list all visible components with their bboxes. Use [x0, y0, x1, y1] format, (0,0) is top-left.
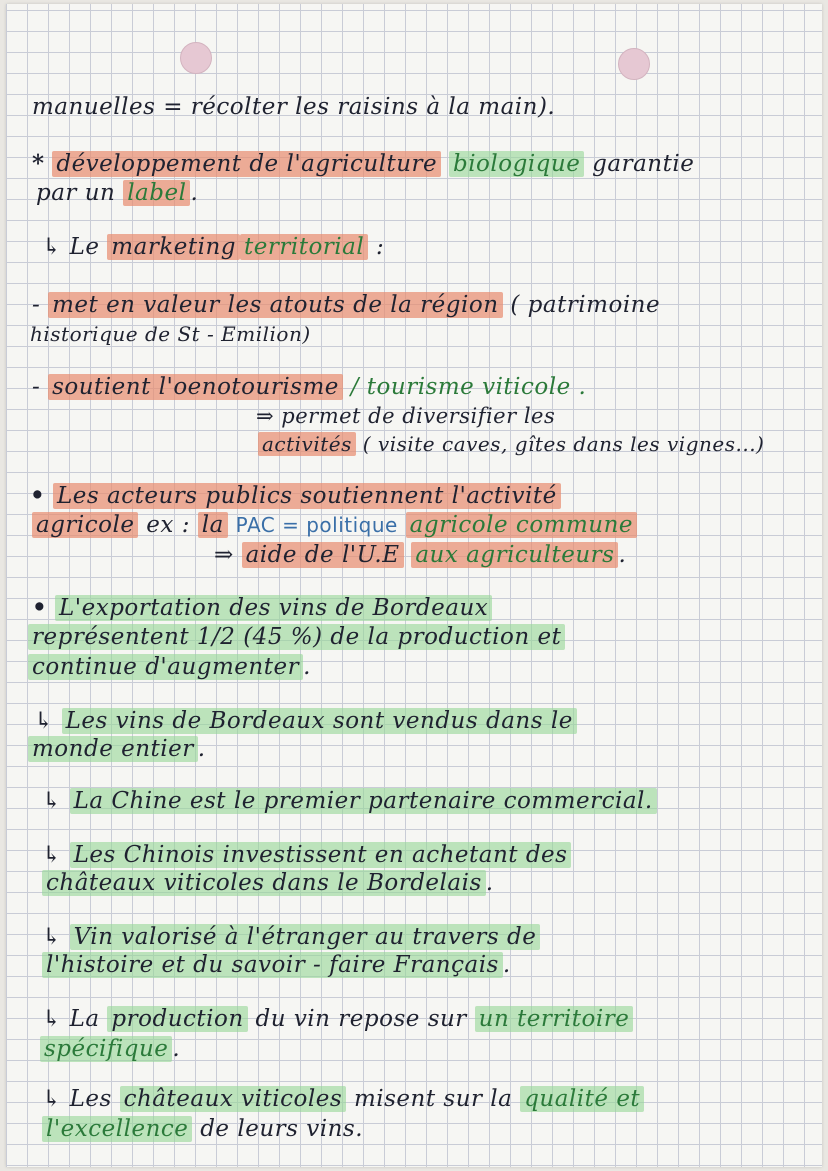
note-line-6 — [30, 322, 311, 346]
note-line-5 — [32, 292, 660, 318]
dot-bullet: • — [30, 482, 46, 509]
text-colon: : — [376, 234, 385, 260]
notebook-page — [6, 4, 822, 1167]
highlight-territoire: un territoire — [475, 1006, 634, 1032]
note-line-18 — [42, 788, 657, 814]
highlight-vin-valorise: Vin valorisé à l'étranger au travers de — [70, 924, 541, 950]
note-line-20 — [42, 870, 494, 896]
highlight-chinois: Les Chinois investissent en achetant des — [70, 842, 572, 868]
arrow-icon-7: ↳ — [42, 1086, 62, 1112]
highlight-la: la — [198, 512, 228, 538]
text-historique: historique de St - Emilion) — [30, 322, 311, 346]
text-period-4: . — [197, 736, 206, 762]
arrow-icon-3: ↳ — [42, 788, 62, 814]
highlight-chateaux-bordelais: châteaux viticoles dans le Bordelais — [42, 870, 486, 896]
note-line-11 — [32, 512, 637, 538]
highlight-qualite: qualité et — [520, 1086, 644, 1112]
highlight-continue: continue d'augmenter — [28, 654, 303, 680]
text-period: . — [190, 180, 199, 206]
note-line-2 — [32, 150, 694, 177]
text-period-3: . — [303, 654, 311, 680]
highlight-biologique: biologique — [449, 151, 584, 177]
note-line-19 — [42, 842, 571, 868]
text-garantie: garantie — [592, 151, 695, 177]
highlight-label: label — [123, 180, 190, 206]
text-period-5: . — [485, 870, 494, 896]
text-leurs-vins: de leurs vins — [200, 1116, 356, 1142]
highlight-representent: représentent 1/2 (45 %) de la production et — [28, 624, 565, 650]
note-line-10 — [30, 482, 561, 509]
double-arrow-icon-2: ⇒ — [214, 542, 234, 568]
binder-hole-left — [180, 42, 212, 74]
highlight-marketing: marketing — [107, 234, 240, 260]
text-period-7: . — [172, 1036, 181, 1062]
highlight-developpement: développement de l'agriculture — [52, 151, 441, 177]
text-les: Les — [69, 1086, 112, 1112]
dash-bullet-2: - — [32, 374, 41, 400]
note-line-23 — [42, 1006, 633, 1032]
note-line-3 — [36, 180, 198, 206]
note-line-13 — [32, 594, 492, 621]
text-ex: ex : — [146, 512, 190, 538]
highlight-atouts: met en valeur les atouts de la région — [48, 292, 502, 318]
dash-bullet: - — [32, 292, 41, 318]
arrow-icon-4: ↳ — [42, 842, 62, 868]
note-line-24 — [40, 1036, 180, 1062]
arrow-icon: ↳ — [42, 234, 62, 260]
note-line-26 — [42, 1116, 363, 1142]
highlight-chateaux-viticoles: châteaux viticoles — [120, 1086, 347, 1112]
highlight-aux-agriculteurs: aux agriculteurs — [411, 542, 618, 568]
note-line-21 — [42, 924, 540, 950]
highlight-specifique: spécifique — [40, 1036, 172, 1062]
text-permet: permet de diversifier les — [281, 404, 556, 428]
note-line-14 — [28, 624, 565, 650]
note-line-9 — [258, 432, 764, 456]
highlight-oenotourisme: soutient l'oenotourisme — [48, 374, 343, 400]
text-le: Le — [69, 234, 100, 260]
text-period-2: . — [618, 542, 627, 568]
text-par-un: par un — [36, 180, 116, 206]
text-tourisme-viticole: / tourisme viticole . — [350, 374, 587, 400]
note-line-12 — [214, 542, 626, 568]
double-arrow-icon: ⇒ — [256, 404, 275, 428]
binder-hole-right — [618, 48, 650, 80]
asterisk-bullet: * — [32, 150, 45, 177]
highlight-acteurs-publics: Les acteurs publics soutiennent l'activité — [53, 483, 561, 509]
text-pac: PAC = politique — [235, 513, 398, 537]
highlight-aide-ue: aide de l'U.E — [242, 542, 404, 568]
text-visite-caves: ( visite caves, gîtes dans les vignes...) — [362, 432, 765, 456]
arrow-icon-6: ↳ — [42, 1006, 62, 1032]
text-period-8: . — [355, 1116, 364, 1142]
highlight-exportation: L'exportation des vins de Bordeaux — [55, 595, 492, 621]
text-misent: misent sur la — [353, 1086, 513, 1112]
highlight-agricole-commune: agricole commune — [406, 512, 637, 538]
arrow-icon-2: ↳ — [34, 708, 54, 734]
text-repose: du vin repose sur — [255, 1006, 467, 1032]
highlight-excellence: l'excellence — [42, 1116, 192, 1142]
note-line-8 — [256, 404, 555, 428]
note-line-4 — [42, 234, 384, 260]
text-la: La — [69, 1006, 100, 1032]
highlight-vins-bordeaux: Les vins de Bordeaux sont vendus dans le — [62, 708, 577, 734]
note-line-22 — [42, 952, 511, 978]
arrow-icon-5: ↳ — [42, 924, 62, 950]
highlight-histoire: l'histoire et du savoir - faire Français — [42, 952, 503, 978]
highlight-territorial: territorial — [240, 234, 368, 260]
highlight-agricole: agricole — [32, 512, 138, 538]
note-line-25 — [42, 1086, 644, 1112]
note-line-7 — [32, 374, 586, 400]
highlight-activites: activités — [258, 432, 356, 456]
note-line-15 — [28, 654, 311, 680]
dot-bullet-2: • — [32, 594, 48, 621]
text-manuelles: manuelles = récolter les raisins à la main). — [32, 94, 556, 120]
note-line-16 — [34, 708, 577, 734]
note-line-17 — [28, 736, 206, 762]
text-period-6: . — [502, 952, 511, 978]
highlight-production: production — [107, 1006, 247, 1032]
note-line-1 — [32, 94, 555, 120]
highlight-chine: La Chine est le premier partenaire commercial. — [70, 788, 657, 814]
text-patrimoine: ( patrimoine — [510, 292, 661, 318]
highlight-monde-entier: monde entier — [28, 736, 198, 762]
